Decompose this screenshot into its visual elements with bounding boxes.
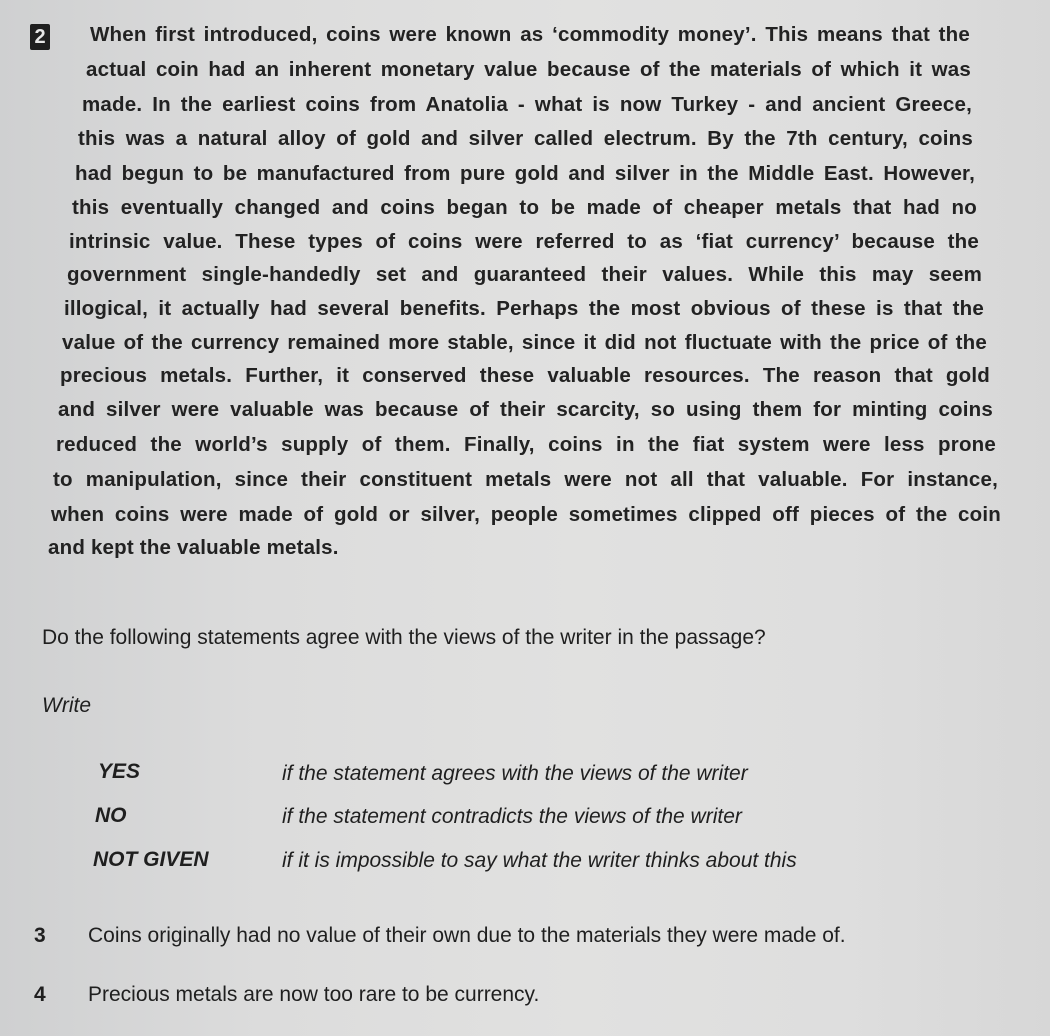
option-key-yes: YES [98, 760, 141, 783]
option-meaning-not-given: if it is impossible to say what the writer thinks about this [282, 849, 797, 872]
passage-line: When first introduced, coins were known as ‘commodity money’. This means that the [90, 23, 970, 46]
passage-line: government single-handedly set and guaranteed their values. While this may seem [67, 263, 982, 286]
passage-line: made. In the earliest coins from Anatolia - what is now Turkey - and ancient Greece, [82, 93, 972, 116]
option-meaning-no: if the statement contradicts the views of the writer [282, 805, 742, 828]
statement-number: 4 [34, 983, 46, 1006]
passage-line: and kept the valuable metals. [48, 536, 339, 559]
option-meaning-yes: if the statement agrees with the views of the writer [282, 762, 748, 785]
passage-line: this eventually changed and coins began to be made of cheaper metals that had no [72, 196, 977, 219]
option-key-no: NO [95, 804, 127, 827]
passage-line: reduced the world’s supply of them. Finally, coins in the fiat system were less prone [56, 433, 996, 456]
passage-line: precious metals. Further, it conserved these valuable resources. The reason that gold [60, 364, 990, 387]
instructions-question: Do the following statements agree with the views of the writer in the passage? [42, 626, 766, 649]
section-number-badge: 2 [30, 24, 50, 50]
statement-number: 3 [34, 924, 46, 947]
passage-line: actual coin had an inherent monetary value because of the materials of which it was [86, 58, 971, 81]
passage-line: when coins were made of gold or silver, people sometimes clipped off pieces of the coin [51, 503, 1001, 526]
passage-line: value of the currency remained more stable, since it did not fluctuate with the price of the [62, 331, 987, 354]
option-key-not-given: NOT GIVEN [93, 848, 209, 871]
passage-line: illogical, it actually had several benefits. Perhaps the most obvious of these is that the [64, 297, 984, 320]
passage-line: this was a natural alloy of gold and silver called electrum. By the 7th century, coins [78, 127, 973, 150]
passage-line: and silver were valuable was because of their scarcity, so using them for minting coins [58, 398, 993, 421]
statement-text: Coins originally had no value of their own due to the materials they were made of. [88, 924, 846, 947]
write-label: Write [42, 694, 91, 717]
statement-text: Precious metals are now too rare to be currency. [88, 983, 540, 1006]
passage-line: to manipulation, since their constituent metals were not all that valuable. For instance, [53, 468, 998, 491]
passage-line: had begun to be manufactured from pure gold and silver in the Middle East. However, [75, 162, 975, 185]
passage-line: intrinsic value. These types of coins were referred to as ‘fiat currency’ because the [69, 230, 979, 253]
